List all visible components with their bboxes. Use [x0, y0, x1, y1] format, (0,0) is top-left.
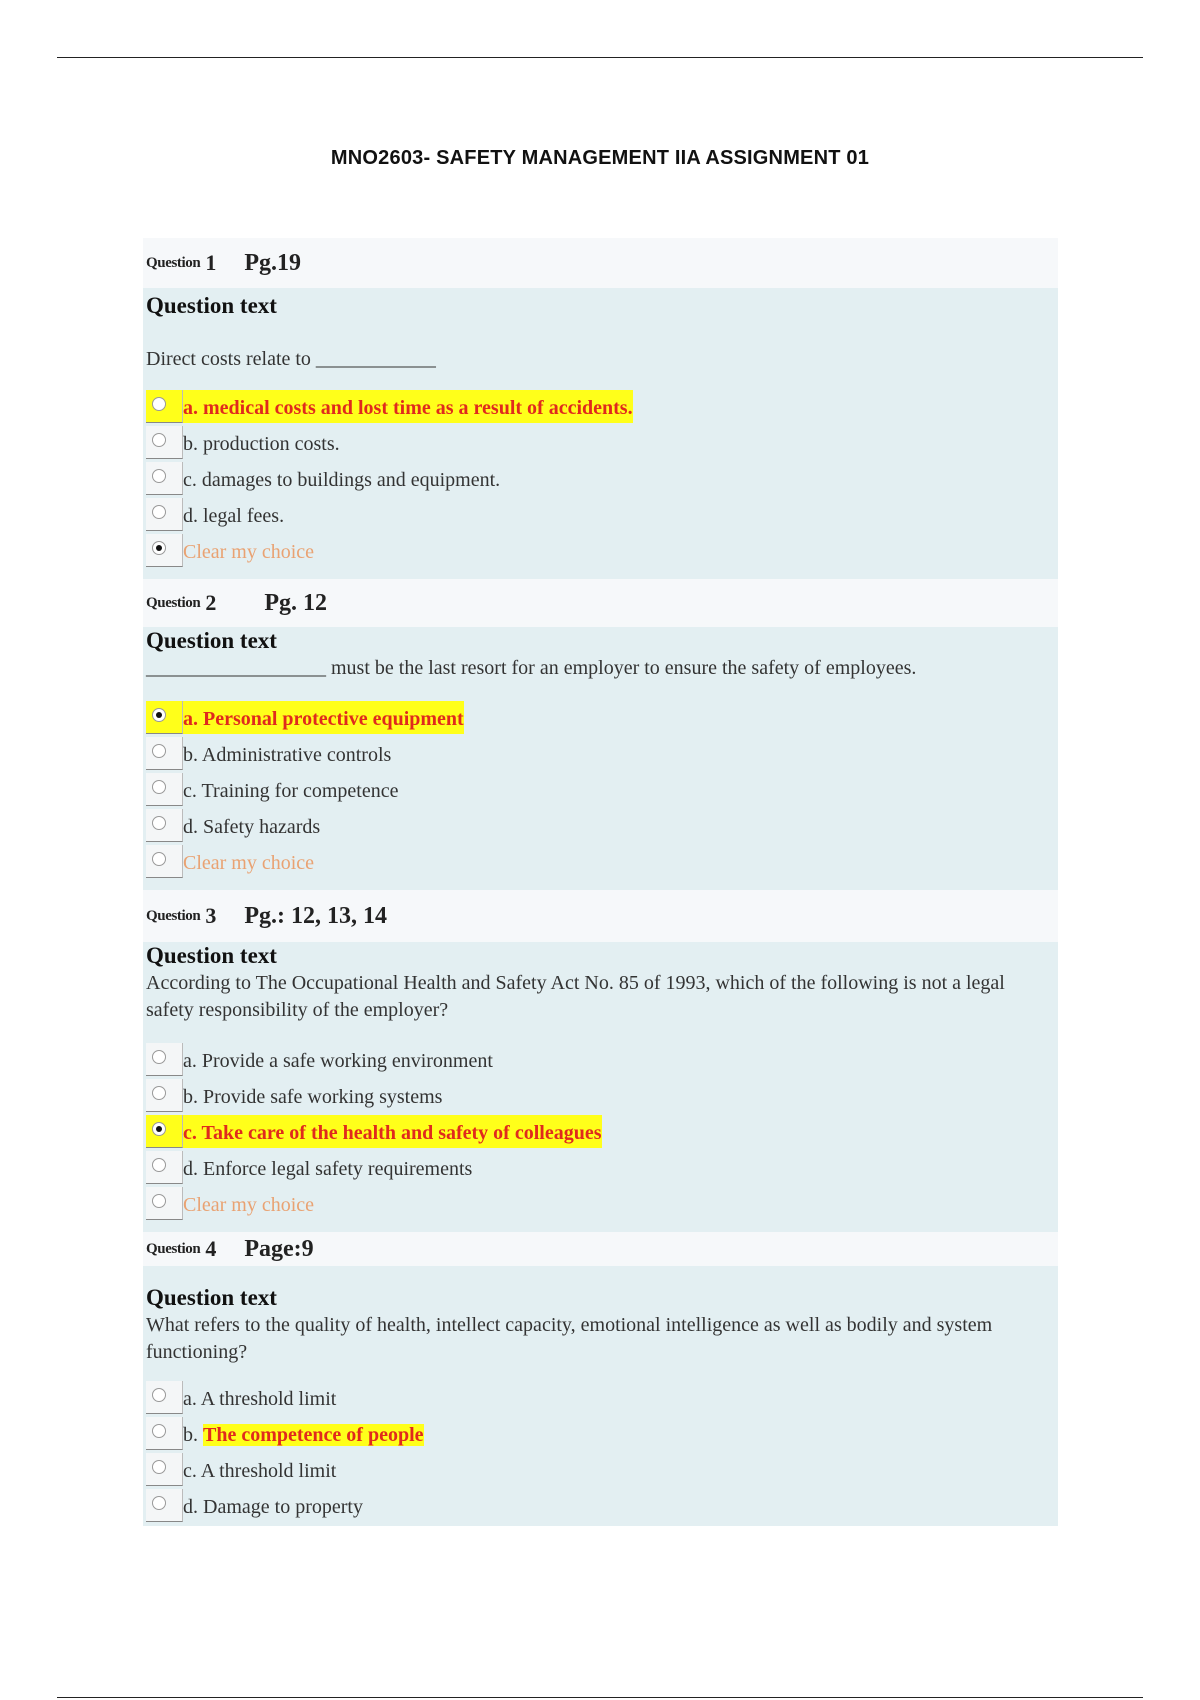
option-a[interactable]: [146, 387, 1055, 423]
option-c[interactable]: [146, 1450, 1055, 1486]
radio-button[interactable]: [152, 1460, 166, 1474]
radio-button[interactable]: [152, 469, 166, 483]
clear-my-choice-link[interactable]: Clear my choice: [183, 852, 315, 874]
question-body: [143, 942, 1058, 1232]
clear-choice-option[interactable]: [146, 842, 1055, 878]
option-c[interactable]: [146, 1112, 1055, 1148]
option-label: d. Enforce legal safety requirements: [183, 1158, 473, 1180]
option-label: a. Provide a safe working environment: [183, 1050, 493, 1072]
radio-button[interactable]: [152, 1086, 166, 1100]
option-prefix: b.: [183, 1424, 203, 1446]
question-1: [143, 238, 1058, 579]
option-b[interactable]: [146, 734, 1055, 770]
option-label: c. Take care of the health and safety of colleagues: [183, 1122, 602, 1144]
question-text-heading: Question text: [146, 628, 277, 653]
answer-highlight: [146, 390, 633, 423]
radio-button[interactable]: [152, 744, 166, 758]
top-rule: [57, 57, 1143, 58]
document-title: MNO2603- SAFETY MANAGEMENT IIA ASSIGNMENT 01: [330, 147, 870, 169]
clear-choice-option[interactable]: [146, 531, 1055, 567]
radio-button[interactable]: [152, 1496, 166, 1510]
option-label: d. Safety hazards: [183, 816, 321, 838]
page-reference: Pg.19: [244, 249, 301, 276]
option-label: c. Training for competence: [183, 780, 399, 802]
option-label: b. production costs.: [183, 433, 340, 455]
option-b[interactable]: [146, 423, 1055, 459]
radio-button[interactable]: [152, 816, 166, 830]
question-label: Question: [146, 907, 201, 924]
clear-choice-option[interactable]: [146, 1184, 1055, 1220]
question-text: What refers to the quality of health, intellect capacity, emotional intelligence as well as bodily and system functioning?: [146, 1314, 993, 1363]
radio-button[interactable]: [152, 780, 166, 794]
option-d[interactable]: [146, 1486, 1055, 1522]
radio-button[interactable]: [152, 505, 166, 519]
page-reference: Pg.: 12, 13, 14: [244, 902, 387, 929]
option-label: c. damages to buildings and equipment.: [183, 469, 501, 491]
question-text-heading: Question text: [146, 943, 277, 968]
question-header: [143, 238, 1058, 288]
page-reference: Pg. 12: [264, 589, 327, 616]
option-label: b. Provide safe working systems: [183, 1086, 443, 1108]
question-text: __________________ must be the last resort for an employer to ensure the safety of employees.: [146, 657, 917, 679]
answer-highlight: [146, 1115, 602, 1148]
question-header: [143, 1232, 1058, 1266]
option-b[interactable]: [146, 1414, 1055, 1450]
question-text-heading: Question text: [146, 293, 277, 318]
bottom-rule: [57, 1697, 1143, 1698]
question-4: [143, 1232, 1058, 1526]
question-label: Question: [146, 1240, 201, 1257]
radio-button-checked[interactable]: [152, 1122, 166, 1136]
answer-highlight: [146, 701, 464, 734]
question-label: Question: [146, 594, 201, 611]
page-reference: Page:9: [244, 1235, 314, 1262]
option-d[interactable]: [146, 806, 1055, 842]
question-header: [143, 890, 1058, 942]
question-3: [143, 890, 1058, 1232]
option-label: c. A threshold limit: [183, 1460, 337, 1482]
question-body: [143, 1266, 1058, 1526]
radio-button-checked[interactable]: [152, 541, 166, 555]
clear-my-choice-link[interactable]: Clear my choice: [183, 1194, 315, 1216]
question-number: 2: [205, 590, 217, 615]
radio-button[interactable]: [152, 852, 166, 866]
radio-button[interactable]: [152, 1158, 166, 1172]
option-b[interactable]: [146, 1076, 1055, 1112]
question-number: 1: [205, 250, 217, 275]
question-number: 4: [205, 1236, 217, 1261]
option-label: d. Damage to property: [183, 1496, 363, 1518]
radio-button[interactable]: [152, 1424, 166, 1438]
option-c[interactable]: [146, 459, 1055, 495]
option-a[interactable]: [146, 698, 1055, 734]
option-c[interactable]: [146, 770, 1055, 806]
option-label: d. legal fees.: [183, 505, 285, 527]
answer-highlight: The competence of people: [203, 1424, 424, 1446]
question-number: 3: [205, 903, 217, 928]
option-d[interactable]: [146, 495, 1055, 531]
radio-button-checked[interactable]: [152, 708, 166, 722]
radio-button[interactable]: [152, 1194, 166, 1208]
question-text: Direct costs relate to ____________: [146, 348, 436, 370]
question-text: According to The Occupational Health and Safety Act No. 85 of 1993, which of the following is not a legal safety responsibility of the employer?: [146, 972, 1005, 1021]
option-a[interactable]: [146, 1378, 1055, 1414]
option-d[interactable]: [146, 1148, 1055, 1184]
option-label: b. Administrative controls: [183, 744, 392, 766]
question-body: [143, 627, 1058, 890]
option-label: a. Personal protective equipment: [183, 708, 464, 730]
question-2: [143, 579, 1058, 890]
clear-my-choice-link[interactable]: Clear my choice: [183, 541, 315, 563]
question-body: [143, 288, 1058, 579]
quiz-container: [143, 238, 1058, 1526]
question-text-heading: Question text: [146, 1285, 277, 1310]
question-header: [143, 579, 1058, 627]
option-a[interactable]: [146, 1040, 1055, 1076]
radio-button[interactable]: [152, 397, 166, 411]
question-label: Question: [146, 254, 201, 271]
option-label: a. A threshold limit: [183, 1388, 337, 1410]
option-label: [183, 1422, 424, 1450]
radio-button[interactable]: [152, 1388, 166, 1402]
radio-button[interactable]: [152, 1050, 166, 1064]
radio-button[interactable]: [152, 433, 166, 447]
option-label: a. medical costs and lost time as a result of accidents.: [183, 397, 633, 419]
